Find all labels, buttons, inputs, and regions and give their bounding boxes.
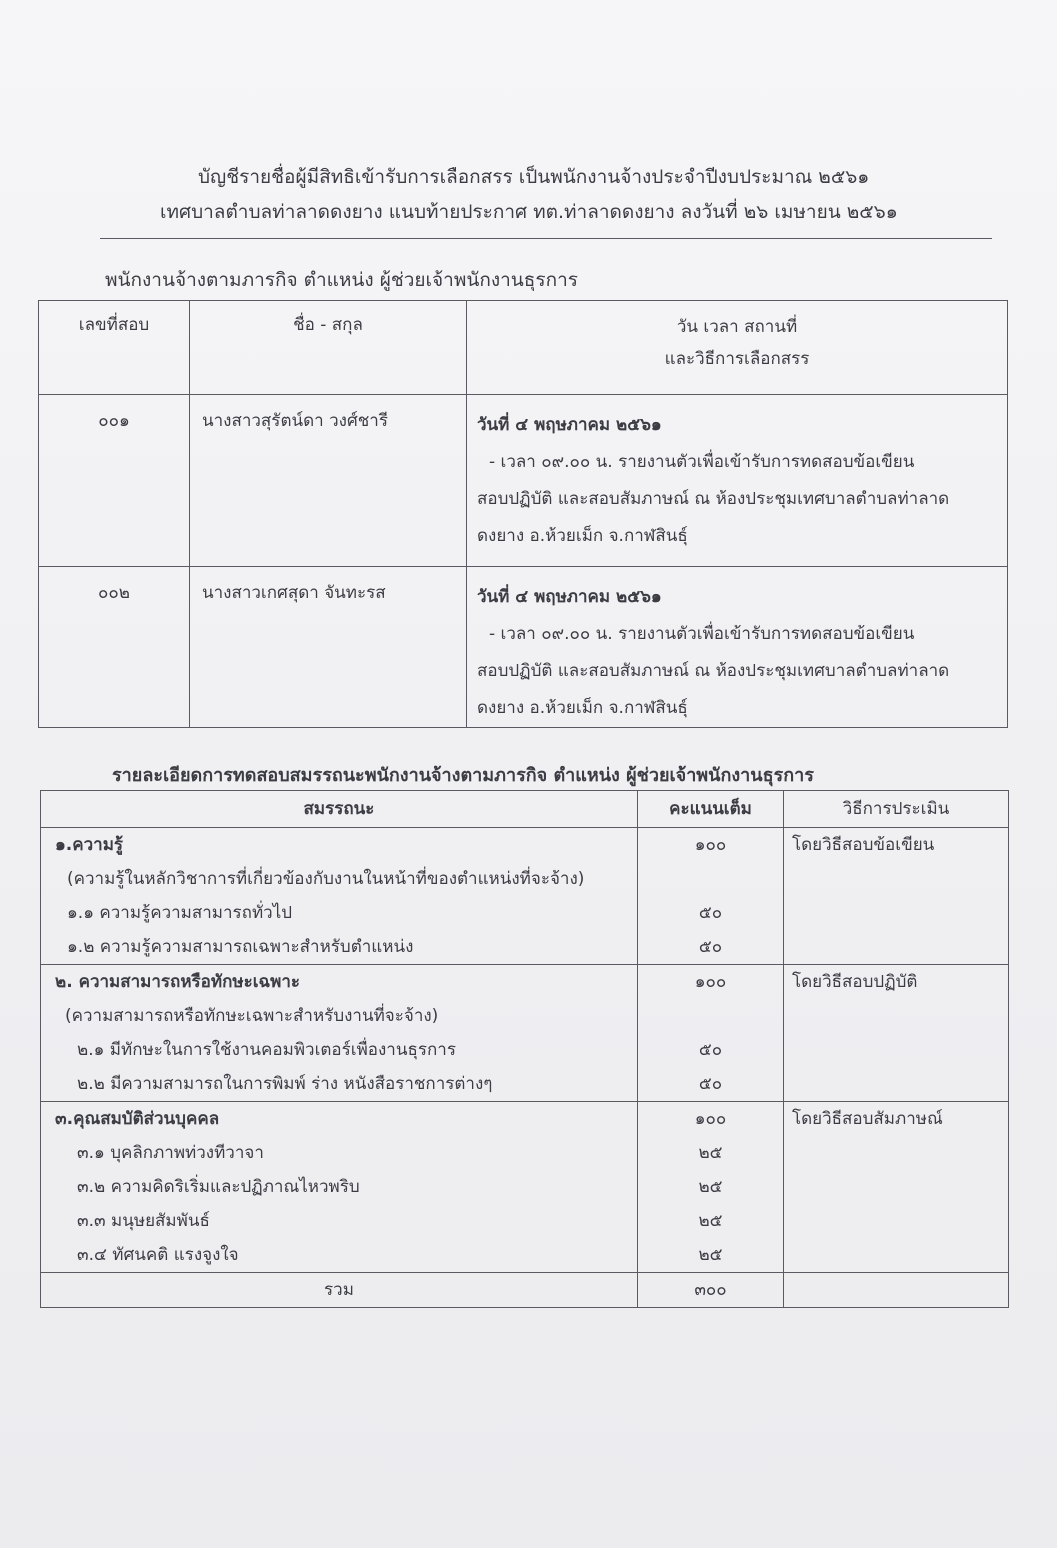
total-row xyxy=(41,1273,1009,1308)
candidate-name: นางสาวสุรัตน์ดา วงศ์ชารี xyxy=(190,395,467,567)
group-method: โดยวิธีสอบสัมภาษณ์ xyxy=(792,1109,943,1129)
group-method: โดยวิธีสอบปฏิบัติ xyxy=(792,972,918,992)
competency-table xyxy=(40,790,1009,1308)
group-score: ๑๐๐ xyxy=(694,972,727,992)
item-score: ๒๕ xyxy=(698,1143,723,1163)
competency-items-cell xyxy=(41,1102,638,1273)
competency-header-row xyxy=(41,791,1009,828)
item-label: ๓.๔ ทัศนคติ แรงจูงใจ xyxy=(77,1245,239,1265)
candidates-table xyxy=(38,300,1008,728)
item-score: ๕๐ xyxy=(698,1040,723,1060)
schedule-line: สอบปฏิบัติ และสอบสัมภาษณ์ ณ ห้องประชุมเทศบาลตำบลท่าลาด xyxy=(477,489,950,509)
competency-method-cell xyxy=(784,828,1009,965)
group-score: ๑๐๐ xyxy=(694,1109,727,1129)
col-method: วิธีการประเมิน xyxy=(784,791,1009,828)
competency-items-cell xyxy=(41,828,638,965)
exam-no: ๐๐๑ xyxy=(39,395,190,567)
blank-line xyxy=(638,999,783,1033)
total-label: รวม xyxy=(41,1273,638,1308)
schedule-cell xyxy=(467,567,1008,728)
col-name: ชื่อ - สกุล xyxy=(190,301,467,395)
competency-method-cell xyxy=(784,1102,1009,1273)
table-row xyxy=(39,395,1008,567)
item-score: ๒๕ xyxy=(698,1245,723,1265)
col-competency: สมรรถนะ xyxy=(41,791,638,828)
col-full-score: คะแนนเต็ม xyxy=(638,791,784,828)
candidates-heading: พนักงานจ้างตามภารกิจ ตำแหน่ง ผู้ช่วยเจ้าพนักงานธุรการ xyxy=(105,269,578,291)
group-title: ๒. ความสามารถหรือทักษะเฉพาะ xyxy=(55,972,301,992)
schedule-line: ดงยาง อ.ห้วยเม็ก จ.กาฬสินธุ์ xyxy=(477,526,688,546)
total-score: ๓๐๐ xyxy=(638,1273,784,1308)
group-title: ๓.คุณสมบัติส่วนบุคคล xyxy=(55,1109,220,1129)
schedule-line: สอบปฏิบัติ และสอบสัมภาษณ์ ณ ห้องประชุมเทศบาลตำบลท่าลาด xyxy=(477,661,950,681)
competency-heading: รายละเอียดการทดสอบสมรรถนะพนักงานจ้างตามภารกิจ ตำแหน่ง ผู้ช่วยเจ้าพนักงานธุรการ xyxy=(112,765,814,786)
group-note: (ความรู้ในหลักวิชาการที่เกี่ยวข้องกับงานในหน้าที่ของตำแหน่งที่จะจ้าง) xyxy=(67,869,585,889)
competency-scores-cell xyxy=(638,828,784,965)
col-schedule-line2: และวิธีการเลือกสรร xyxy=(664,349,810,369)
document-subtitle: เทศบาลตำบลท่าลาดดงยาง แนบท้ายประกาศ ทต.ท่าลาดดงยาง ลงวันที่ ๒๖ เมษายน ๒๕๖๑ xyxy=(160,201,898,223)
competency-method-cell xyxy=(784,965,1009,1102)
blank-line xyxy=(638,862,783,896)
item-label: ๑.๒ ความรู้ความสามารถเฉพาะสำหรับตำแหน่ง xyxy=(67,937,414,957)
competency-items-cell xyxy=(41,965,638,1102)
group-score: ๑๐๐ xyxy=(694,835,727,855)
item-score: ๒๕ xyxy=(698,1211,723,1231)
col-schedule xyxy=(467,301,1008,395)
item-label: ๓.๓ มนุษยสัมพันธ์ xyxy=(77,1211,210,1231)
competency-group xyxy=(41,965,1009,1102)
schedule-cell xyxy=(467,395,1008,567)
item-label: ๑.๑ ความรู้ความสามารถทั่วไป xyxy=(67,903,293,923)
competency-group xyxy=(41,1102,1009,1273)
competency-scores-cell xyxy=(638,965,784,1102)
item-score: ๕๐ xyxy=(698,903,723,923)
item-label: ๒.๒ มีความสามารถในการพิมพ์ ร่าง หนังสือราชการต่างๆ xyxy=(77,1074,493,1094)
document-title: บัญชีรายชื่อผู้มีสิทธิเข้ารับการเลือกสรร เป็นพนักงานจ้างประจำปีงบประมาณ ๒๕๖๑ xyxy=(198,166,870,188)
header-divider xyxy=(100,238,992,239)
schedule-line: ดงยาง อ.ห้วยเม็ก จ.กาฬสินธุ์ xyxy=(477,698,688,718)
total-method-empty xyxy=(784,1273,1009,1308)
competency-scores-cell xyxy=(638,1102,784,1273)
exam-date: วันที่ ๔ พฤษภาคม ๒๕๖๑ xyxy=(477,587,662,607)
candidates-header-row xyxy=(39,301,1008,395)
col-schedule-line1: วัน เวลา สถานที่ xyxy=(676,317,798,337)
item-label: ๓.๑ บุคลิกภาพท่วงทีวาจา xyxy=(77,1143,264,1163)
schedule-line: - เวลา ๐๙.๐๐ น. รายงานตัวเพื่อเข้ารับการทดสอบข้อเขียน xyxy=(489,452,915,472)
group-title: ๑.ความรู้ xyxy=(55,835,124,855)
group-method: โดยวิธีสอบข้อเขียน xyxy=(792,835,935,855)
exam-no: ๐๐๒ xyxy=(39,567,190,728)
item-score: ๕๐ xyxy=(698,937,723,957)
table-row xyxy=(39,567,1008,728)
col-exam-no: เลขที่สอบ xyxy=(39,301,190,395)
candidate-name: นางสาวเกศสุดา จันทะรส xyxy=(190,567,467,728)
group-note: (ความสามารถหรือทักษะเฉพาะสำหรับงานที่จะจ้าง) xyxy=(65,1006,439,1026)
item-label: ๒.๑ มีทักษะในการใช้งานคอมพิวเตอร์เพื่องานธุรการ xyxy=(77,1040,456,1060)
item-score: ๒๕ xyxy=(698,1177,723,1197)
exam-date: วันที่ ๔ พฤษภาคม ๒๕๖๑ xyxy=(477,415,662,435)
item-score: ๕๐ xyxy=(698,1074,723,1094)
schedule-line: - เวลา ๐๙.๐๐ น. รายงานตัวเพื่อเข้ารับการทดสอบข้อเขียน xyxy=(489,624,915,644)
competency-group xyxy=(41,828,1009,965)
item-label: ๓.๒ ความคิดริเริ่มและปฏิภาณไหวพริบ xyxy=(77,1177,360,1197)
